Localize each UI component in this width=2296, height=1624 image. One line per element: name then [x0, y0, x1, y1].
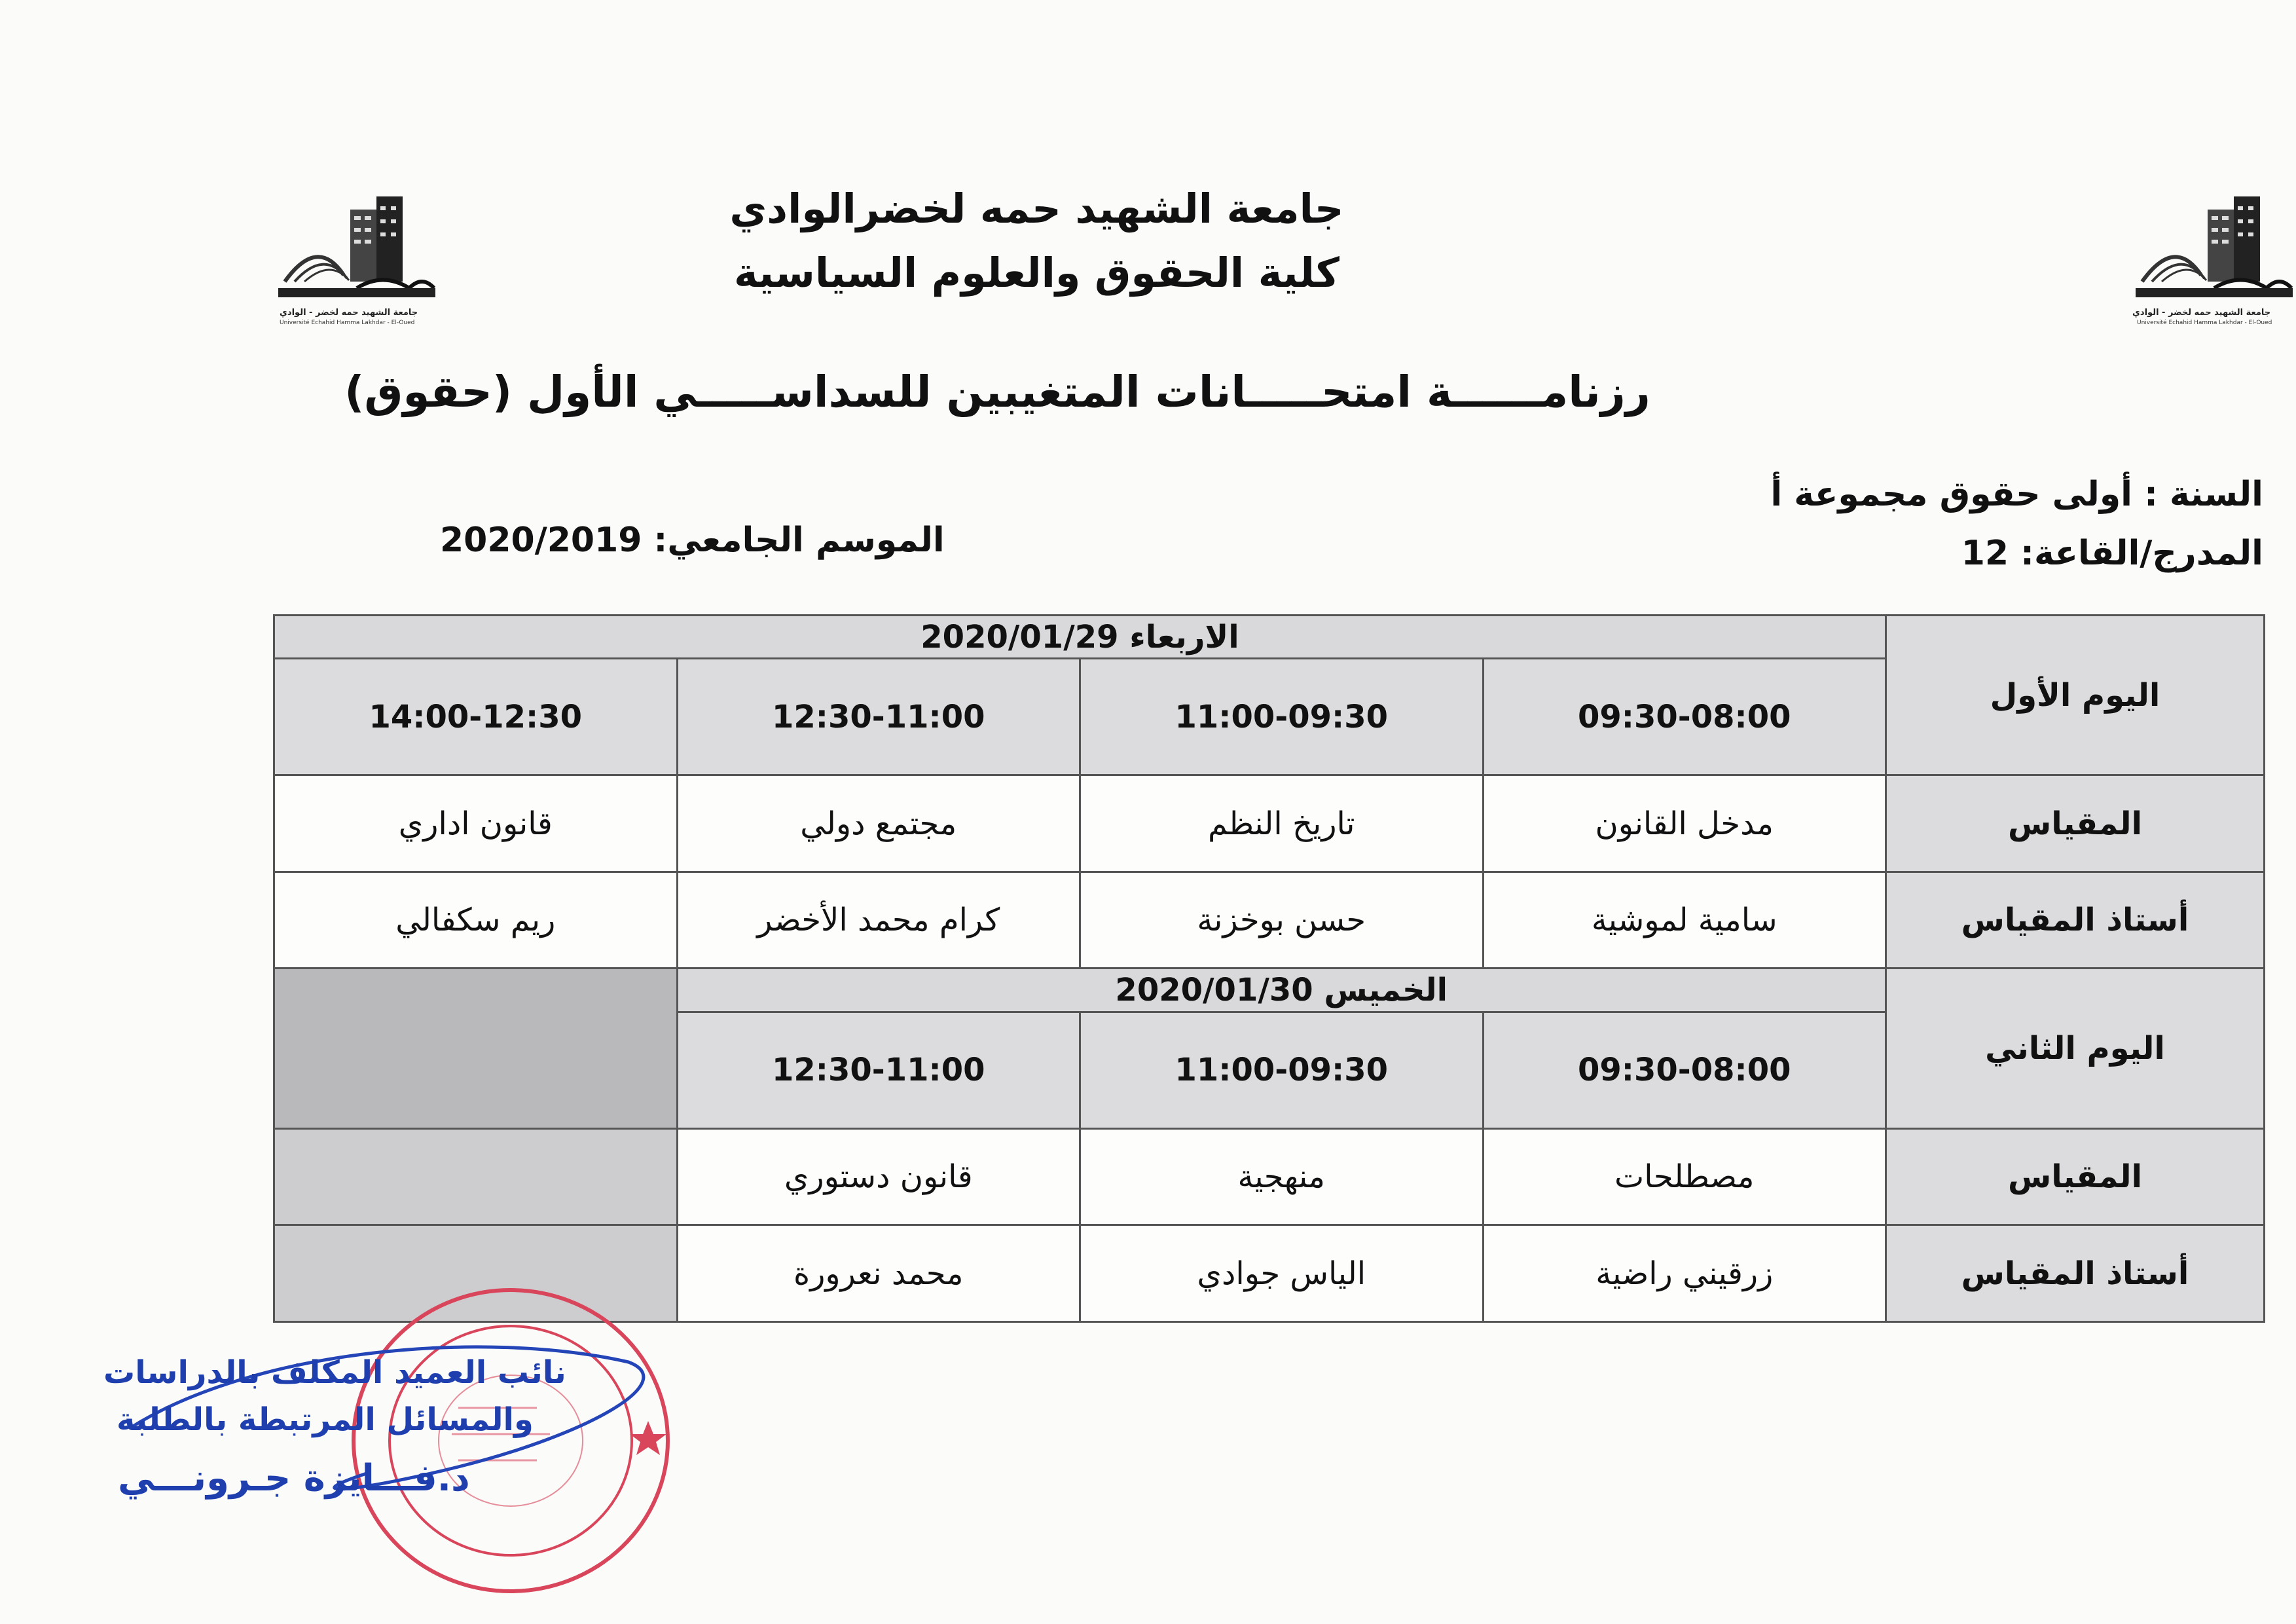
day2-time-slot: 09:30-08:00	[1483, 1012, 1886, 1128]
faculty-name: كلية الحقوق والعلوم السياسية	[734, 249, 1339, 297]
logo-caption-latin: Université Echahid Hamma Lakhdar - El-Oued	[280, 320, 415, 326]
university-name: جامعة الشهيد حمه لخضرالوادي	[729, 185, 1344, 232]
day2-teacher: الياس جوادي	[1080, 1225, 1484, 1322]
day2-date: الخميس 2020/01/30	[677, 969, 1886, 1012]
logo-caption: جامعة الشهيد حمه لخضر - الوادي	[2132, 308, 2271, 318]
signature-title-line2: والمسائل المرتبطة بالطلبة	[117, 1401, 534, 1438]
day2-time-slot: 12:30-11:00	[677, 1012, 1080, 1128]
day1-teacher-label: أستاذ المقياس	[1886, 872, 2265, 969]
table-row	[274, 969, 2265, 1012]
day1-module: مجتمع دولي	[677, 775, 1080, 872]
day2-teacher: زرقيني راضية	[1483, 1225, 1886, 1322]
day2-time-slot: 11:00-09:30	[1080, 1012, 1484, 1128]
logo-caption-latin: Université Echahid Hamma Lakhdar - El-Oued	[2137, 320, 2272, 326]
day2-teacher: محمد نعرورة	[677, 1225, 1080, 1322]
table-row	[274, 872, 2265, 969]
day2-module: قانون دستوري	[677, 1128, 1080, 1225]
table-row	[274, 1128, 2265, 1225]
empty-shaded-cell	[274, 1128, 678, 1225]
day1-teacher: كرام محمد الأخضر	[677, 872, 1080, 969]
academic-season-line: الموسم الجامعي: 2020/2019	[440, 521, 945, 560]
day1-time-slot: 14:00-12:30	[274, 659, 678, 775]
day1-module: مدخل القانون	[1483, 775, 1886, 872]
day1-time-slot: 09:30-08:00	[1483, 659, 1886, 775]
day1-module: تاريخ النظم	[1080, 775, 1484, 872]
room-line: المدرج/القاعة: 12	[1961, 534, 2263, 573]
day2-teacher-label: أستاذ المقياس	[1886, 1225, 2265, 1322]
day1-module: قانون اداري	[274, 775, 678, 872]
day1-time-slot: 11:00-09:30	[1080, 659, 1484, 775]
day1-date: الاربعاء 2020/01/29	[274, 616, 1886, 659]
empty-shaded-cell	[274, 969, 678, 1128]
day2-label: اليوم الثاني	[1886, 969, 2265, 1128]
table-row	[274, 775, 2265, 872]
signatory-name: د.فـــايزة جـرونـــي	[118, 1457, 470, 1500]
table-row	[274, 616, 2265, 659]
day1-teacher: سامية لموشية	[1483, 872, 1886, 969]
day1-teacher: حسن بوخزنة	[1080, 872, 1484, 969]
year-group-line: السنة : أولى حقوق مجموعة أ	[1770, 475, 2263, 514]
day2-module: منهجية	[1080, 1128, 1484, 1225]
exam-schedule-table	[273, 614, 2265, 1323]
day2-module: مصطلحات	[1483, 1128, 1886, 1225]
day1-teacher: ريم سكفالي	[274, 872, 678, 969]
document-title: رزنامــــــة امتحـــــانات المتغيبين للسداســـــي الأول (حقوق)	[344, 367, 1650, 417]
day2-module-label: المقياس	[1886, 1128, 2265, 1225]
day1-label: اليوم الأول	[1886, 616, 2265, 775]
day1-time-slot: 12:30-11:00	[677, 659, 1080, 775]
signature-title-line1: نائب العميد المكلف بالدراسات	[103, 1354, 566, 1391]
logo-caption: جامعة الشهيد حمه لخضر - الوادي	[280, 308, 418, 318]
day1-module-label: المقياس	[1886, 775, 2265, 872]
